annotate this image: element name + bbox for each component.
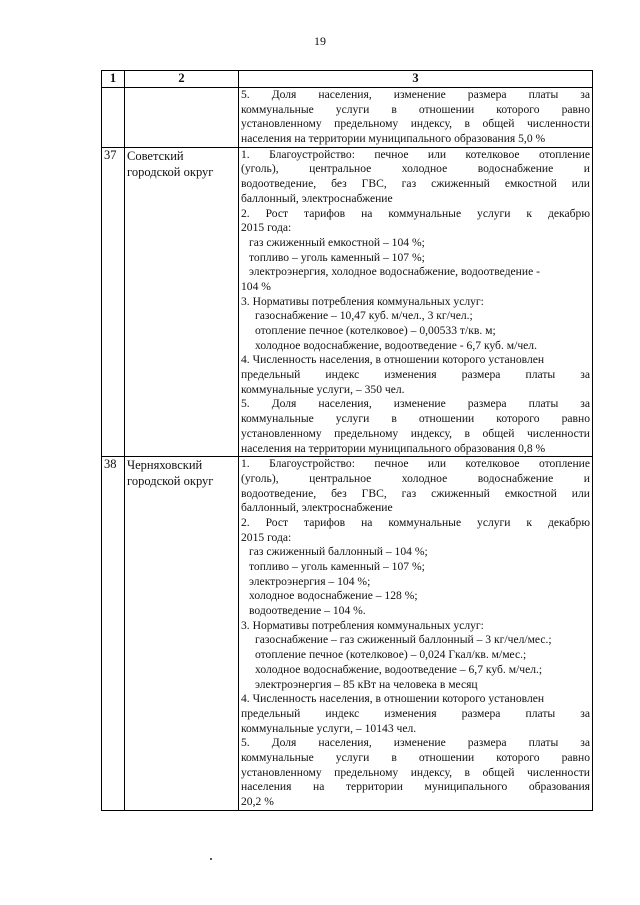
conditions-cell: [239, 457, 593, 811]
condition-line: электроэнергия – 104 %;: [249, 574, 371, 588]
condition-line: 5. Доля населения, изменение размера платы за: [241, 88, 590, 101]
condition-line: холодное водоснабжение, водоотведение – 6,7 куб. м/чел.;: [255, 662, 543, 676]
condition-line: установленному предельному индексу, в общей численности: [241, 426, 590, 440]
municipality-name-line: Черняховский: [127, 458, 203, 473]
condition-line: топливо – уголь каменный – 107 %;: [249, 250, 425, 264]
condition-line: 4. Численность населения, в отношении которого установлен: [241, 353, 545, 367]
condition-line: холодное водоснабжение – 128 %;: [249, 589, 418, 603]
scan-speck: [210, 858, 212, 860]
condition-line: коммунальные услуги в отношении которого равно: [241, 750, 590, 764]
condition-line: 2015 года:: [241, 530, 292, 544]
conditions-cell: [239, 88, 593, 148]
tariff-table: [101, 70, 593, 811]
condition-line: водоотведение, без ГВС, газ сжиженный емкостной или: [241, 486, 590, 500]
page-number: 19: [314, 34, 326, 48]
condition-line: баллонный, электроснабжение: [241, 191, 393, 205]
condition-line: 20,2 %: [241, 795, 274, 808]
condition-line: населения на территории муниципального образования: [241, 780, 590, 794]
condition-line: газ сжиженный баллонный – 104 %;: [249, 545, 428, 559]
condition-line: холодное водоснабжение, водоотведение - 6,7 куб. м/чел.: [255, 338, 537, 352]
condition-line: 2. Рост тарифов на коммунальные услуги к декабрю: [241, 206, 590, 220]
conditions-cell: [239, 147, 593, 456]
municipality-name-line: Советский: [127, 148, 184, 163]
condition-line: топливо – уголь каменный – 107 %;: [249, 560, 425, 573]
municipality-name: [125, 147, 239, 456]
condition-line: 104 %: [241, 279, 271, 293]
condition-line: 2. Рост тарифов на коммунальные услуги к декабрю: [241, 515, 590, 529]
condition-line: населения на территории муниципального образования 5,0 %: [241, 132, 546, 146]
header-col-2: 2: [125, 71, 239, 88]
condition-line: газ сжиженный емкостной – 104 %;: [249, 235, 425, 249]
condition-line: 3. Нормативы потребления коммунальных услуг:: [241, 294, 484, 308]
condition-line: предельный индекс изменения размера платы за: [241, 706, 590, 720]
table-row: [102, 88, 593, 148]
condition-line: газоснабжение – 10,47 куб. м/чел., 3 кг/чел.;: [255, 309, 473, 323]
condition-line: 1. Благоустройство: печное или котелковое отопление: [241, 147, 590, 161]
condition-line: отопление печное (котелковое) – 0,024 Гкал/кв. м/мес.;: [255, 648, 527, 662]
header-col-1: 1: [102, 71, 125, 88]
condition-line: коммунальные услуги, – 350 чел.: [241, 382, 405, 396]
condition-line: водоотведение, без ГВС, газ сжиженный емкостной или: [241, 177, 590, 191]
condition-line: 1. Благоустройство: печное или котелковое отопление: [241, 457, 590, 471]
row-number: 38: [102, 457, 125, 811]
table-body: [102, 88, 593, 811]
condition-line: установленному предельному индексу, в общей численности: [241, 117, 590, 131]
municipality-name: [125, 457, 239, 811]
condition-line: (уголь), центральное холодное водоснабжение и: [241, 471, 590, 485]
condition-line: установленному предельному индексу, в общей численности: [241, 765, 590, 779]
condition-line: 5. Доля населения, изменение размера платы за: [241, 736, 590, 750]
municipality-name-line: городской округ: [127, 474, 214, 489]
municipality-name: [125, 88, 239, 148]
condition-line: 3. Нормативы потребления коммунальных услуг:: [241, 618, 484, 632]
condition-line: предельный индекс изменения размера платы за: [241, 368, 590, 382]
condition-line: коммунальные услуги в отношении которого равно: [241, 102, 590, 116]
condition-line: 4. Численность населения, в отношении которого установлен: [241, 692, 545, 706]
condition-line: отопление печное (котелковое) – 0,00533 т/кв. м;: [255, 324, 496, 337]
municipality-name-line: городской округ: [127, 164, 214, 179]
condition-line: 2015 года:: [241, 221, 292, 235]
condition-line: электроэнергия, холодное водоснабжение, водоотведение -: [249, 265, 540, 279]
condition-line: баллонный, электроснабжение: [241, 501, 393, 515]
table-row: [102, 457, 593, 811]
condition-line: газоснабжение – газ сжиженный баллонный – 3 кг/чел/мес.;: [255, 633, 552, 647]
condition-line: 5. Доля населения, изменение размера платы за: [241, 397, 590, 411]
condition-line: коммунальные услуги в отношении которого равно: [241, 412, 590, 426]
condition-line: электроэнергия – 85 кВт на человека в месяц: [255, 677, 478, 691]
header-col-3: 3: [239, 71, 593, 88]
condition-line: населения на территории муниципального образования 0,8 %: [241, 441, 546, 455]
condition-line: водоотведение – 104 %.: [249, 604, 366, 618]
condition-line: (уголь), центральное холодное водоснабжение и: [241, 162, 590, 176]
row-number: 37: [102, 147, 125, 456]
table-row: [102, 147, 593, 456]
condition-line: коммунальные услуги, – 10143 чел.: [241, 721, 417, 735]
table-header-row: [102, 71, 593, 88]
row-number: [102, 88, 125, 148]
